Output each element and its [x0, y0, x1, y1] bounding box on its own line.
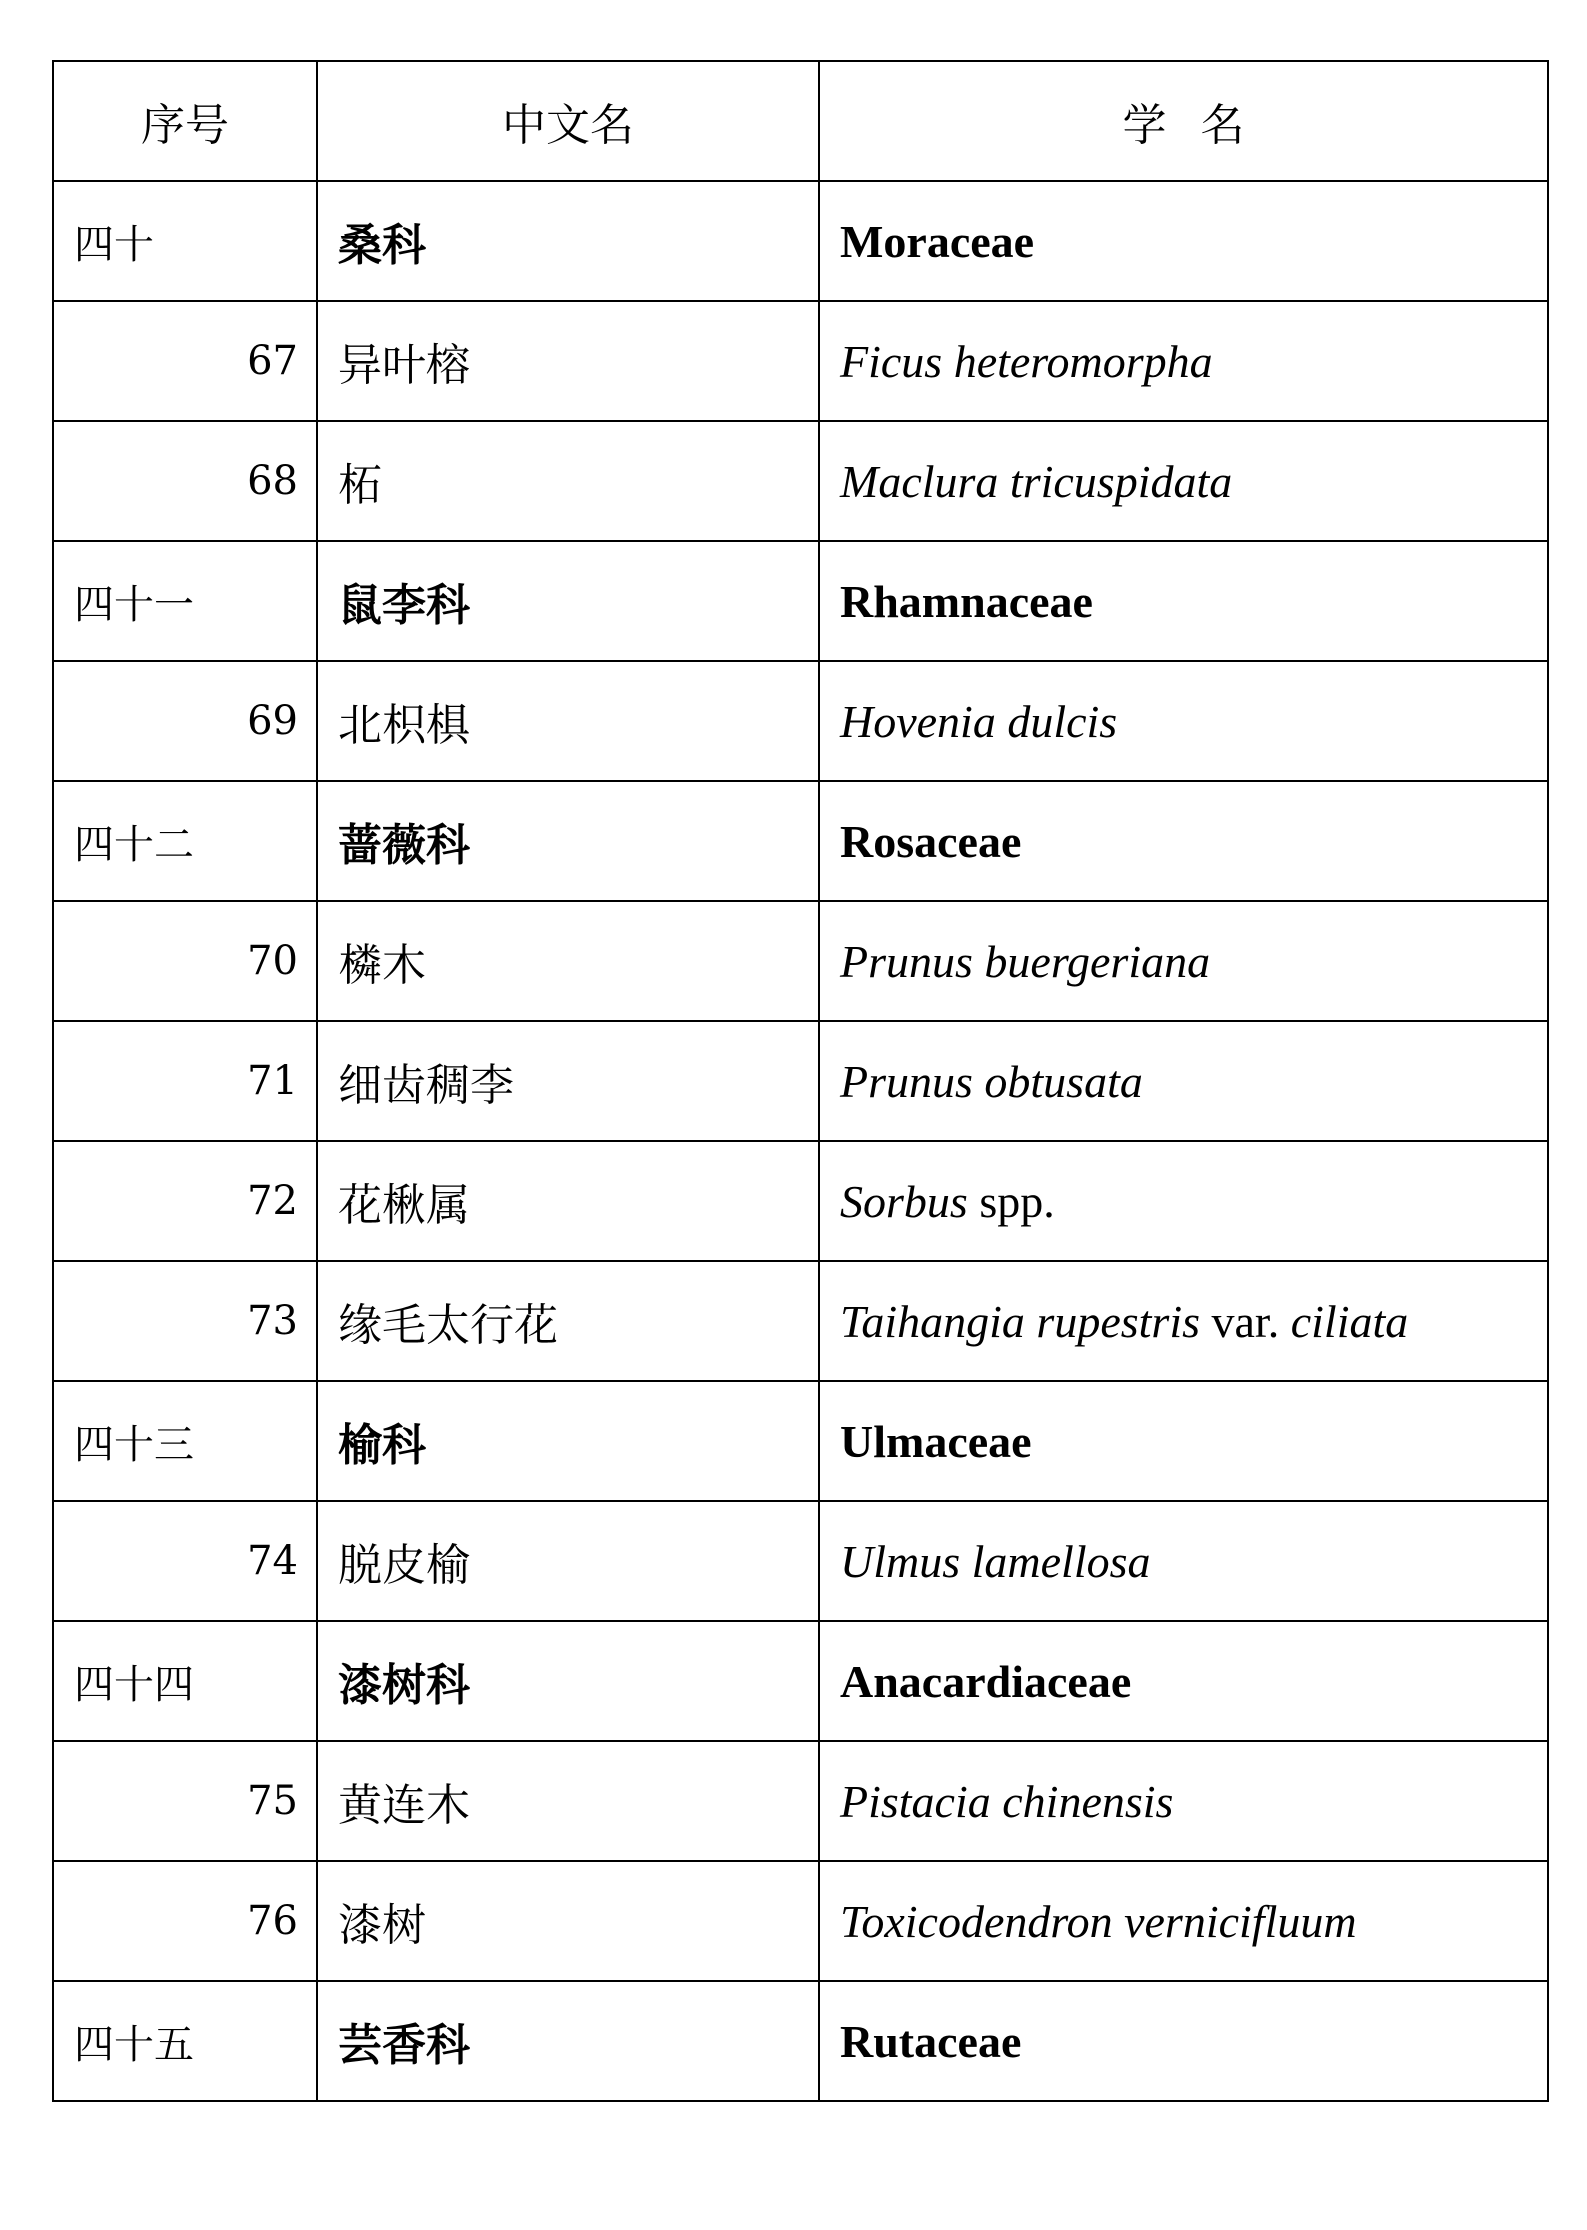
species-row	[53, 421, 1548, 541]
row-index: 四十	[53, 181, 317, 301]
scientific-name-infraspecific: ciliata	[1290, 1295, 1409, 1347]
scientific-name-text: Hovenia dulcis	[840, 695, 1118, 747]
species-row	[53, 1741, 1548, 1861]
row-index: 73	[53, 1261, 317, 1381]
family-row	[53, 1381, 1548, 1501]
header-row	[53, 61, 1548, 181]
species-row	[53, 1261, 1548, 1381]
scientific-name-qualifier: var.	[1200, 1295, 1291, 1347]
row-index: 67	[53, 301, 317, 421]
family-row	[53, 781, 1548, 901]
scientific-name-text: Prunus obtusata	[840, 1055, 1143, 1107]
species-row	[53, 661, 1548, 781]
family-row	[53, 541, 1548, 661]
row-index: 四十四	[53, 1621, 317, 1741]
scientific-name-cell	[819, 1981, 1548, 2101]
scientific-name-text: Maclura tricuspidata	[840, 455, 1233, 507]
row-index: 70	[53, 901, 317, 1021]
header-chinese-name: 中文名	[317, 61, 819, 181]
scientific-name-text: Rosaceae	[840, 815, 1022, 867]
row-index: 74	[53, 1501, 317, 1621]
chinese-name-cell: 漆树科	[317, 1621, 819, 1741]
chinese-name-cell: 北枳椇	[317, 661, 819, 781]
species-row	[53, 301, 1548, 421]
scientific-name-text: Sorbus	[840, 1175, 968, 1227]
chinese-name-cell: 漆树	[317, 1861, 819, 1981]
chinese-name-cell: 榆科	[317, 1381, 819, 1501]
header-scientific-name: 学名	[819, 61, 1548, 181]
scientific-name-cell	[819, 1141, 1548, 1261]
scientific-name-cell	[819, 1261, 1548, 1381]
row-index: 四十一	[53, 541, 317, 661]
scientific-name-text: Prunus buergeriana	[840, 935, 1211, 987]
species-table	[52, 60, 1549, 2102]
species-row	[53, 1021, 1548, 1141]
scientific-name-cell	[819, 1861, 1548, 1981]
scientific-name-cell	[819, 1021, 1548, 1141]
chinese-name-cell: 脱皮榆	[317, 1501, 819, 1621]
chinese-name-cell: 桑科	[317, 181, 819, 301]
species-row	[53, 1141, 1548, 1261]
chinese-name-cell: 异叶榕	[317, 301, 819, 421]
scientific-name-text: Rhamnaceae	[840, 575, 1093, 627]
scientific-name-cell	[819, 901, 1548, 1021]
scientific-name-text: Rutaceae	[840, 2015, 1022, 2067]
family-row	[53, 181, 1548, 301]
species-row	[53, 901, 1548, 1021]
row-index: 四十五	[53, 1981, 317, 2101]
row-index: 75	[53, 1741, 317, 1861]
chinese-name-cell: 柘	[317, 421, 819, 541]
scientific-name-cell	[819, 1381, 1548, 1501]
chinese-name-cell: 细齿稠李	[317, 1021, 819, 1141]
family-row	[53, 1981, 1548, 2101]
chinese-name-cell: 鼠李科	[317, 541, 819, 661]
scientific-name-cell	[819, 1621, 1548, 1741]
row-index: 69	[53, 661, 317, 781]
family-row	[53, 1621, 1548, 1741]
scientific-name-cell	[819, 781, 1548, 901]
scientific-name-qualifier: spp.	[967, 1175, 1055, 1227]
scientific-name-text: Anacardiaceae	[840, 1655, 1132, 1707]
scientific-name-cell	[819, 1741, 1548, 1861]
table-body	[53, 181, 1548, 2101]
row-index: 四十二	[53, 781, 317, 901]
header-index: 序号	[53, 61, 317, 181]
row-index: 68	[53, 421, 317, 541]
scientific-name-cell	[819, 181, 1548, 301]
chinese-name-cell: 黄连木	[317, 1741, 819, 1861]
scientific-name-text: Ulmaceae	[840, 1415, 1032, 1467]
scientific-name-text: Taihangia rupestris	[840, 1295, 1201, 1347]
scientific-name-cell	[819, 301, 1548, 421]
species-row	[53, 1501, 1548, 1621]
scientific-name-cell	[819, 661, 1548, 781]
scientific-name-cell	[819, 541, 1548, 661]
scientific-name-text: Toxicodendron vernicifluum	[840, 1895, 1357, 1947]
species-row	[53, 1861, 1548, 1981]
chinese-name-cell: 橉木	[317, 901, 819, 1021]
chinese-name-cell: 花楸属	[317, 1141, 819, 1261]
row-index: 四十三	[53, 1381, 317, 1501]
chinese-name-cell: 芸香科	[317, 1981, 819, 2101]
row-index: 72	[53, 1141, 317, 1261]
scientific-name-text: Ficus heteromorpha	[840, 335, 1213, 387]
scientific-name-cell	[819, 421, 1548, 541]
chinese-name-cell: 蔷薇科	[317, 781, 819, 901]
scientific-name-text: Ulmus lamellosa	[840, 1535, 1151, 1587]
scientific-name-cell	[819, 1501, 1548, 1621]
scientific-name-text: Moraceae	[840, 215, 1035, 267]
row-index: 71	[53, 1021, 317, 1141]
scientific-name-text: Pistacia chinensis	[840, 1775, 1174, 1827]
row-index: 76	[53, 1861, 317, 1981]
chinese-name-cell: 缘毛太行花	[317, 1261, 819, 1381]
